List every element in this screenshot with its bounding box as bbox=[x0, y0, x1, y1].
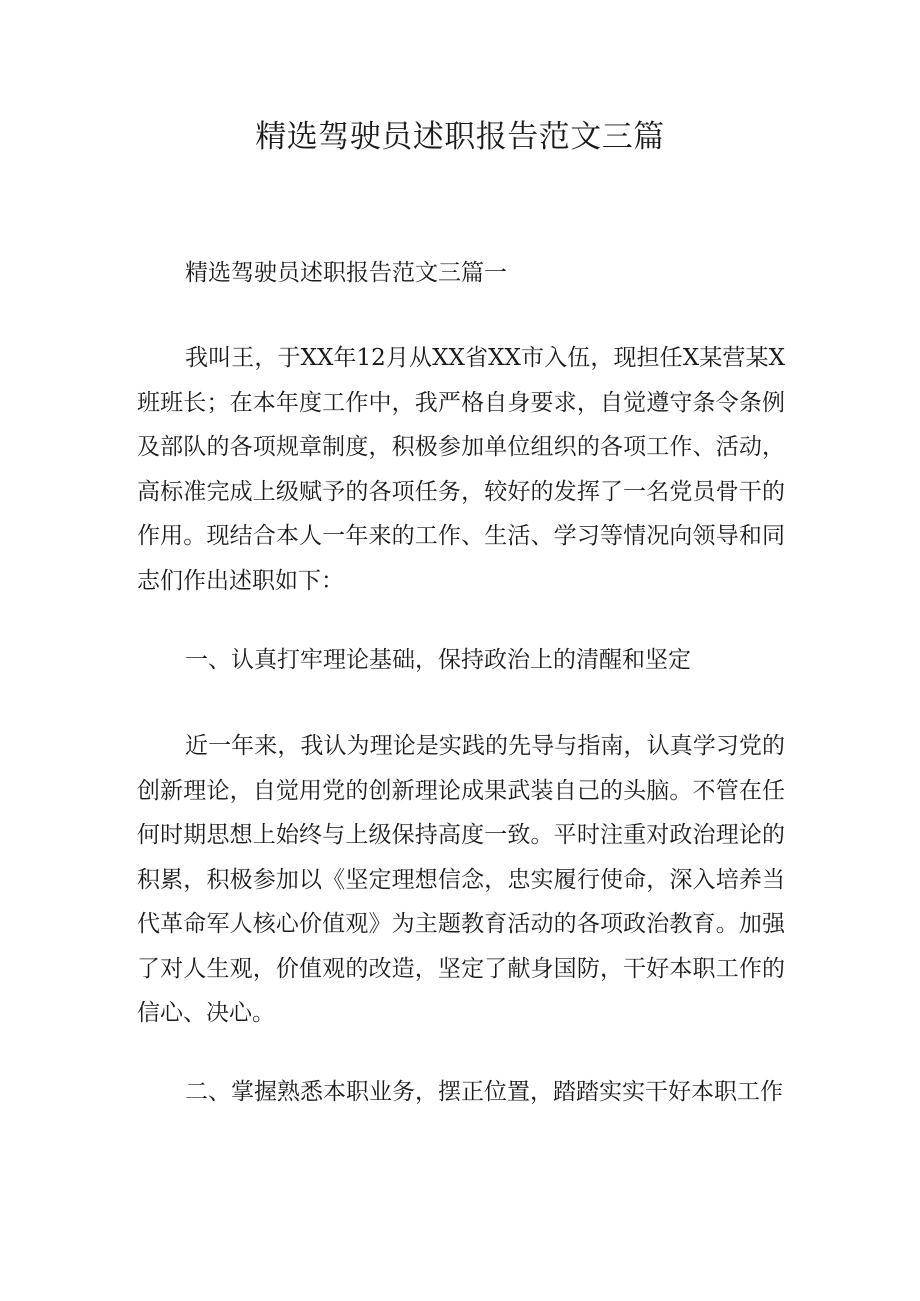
intro-paragraph: 我叫王，于XX年12月从XX省XX市入伍，现担任X某营某X班班长；在本年度工作中，我严格自身要求，自觉遵守条令条例及部队的各项规章制度，积极参加单位组织的各项工作、活动，高标准完成上级赋予的各项任务，较好的发挥了一名党员骨干的作用。现结合本人一年来的工作、生活、学习等情况向领导和同志们作出述职如下： bbox=[137, 345, 785, 594]
section-1-body: 近一年来，我认为理论是实践的先导与指南，认真学习党的创新理论，自觉用党的创新理论成果武装自己的头脑。不管在任何时期思想上始终与上级保持高度一致。平时注重对政治理论的积累，积极参加以《坚定理想信念，忠实履行使命，深入培养当代革命军人核心价值观》为主题教育活动的各项政治教育。加强了对人生观，价值观的改造，坚定了献身国防，干好本职工作的信心、决心。 bbox=[137, 733, 785, 1026]
document-subtitle: 精选驾驶员述职报告范文三篇一 bbox=[185, 260, 507, 286]
section-2-heading: 二、掌握熟悉本职业务，摆正位置，踏踏实实干好本职工作 bbox=[185, 1079, 783, 1105]
document-title: 精选驾驶员述职报告范文三篇 bbox=[255, 119, 665, 155]
section-1-heading: 一、认真打牢理论基础，保持政治上的清醒和坚定 bbox=[185, 647, 691, 673]
